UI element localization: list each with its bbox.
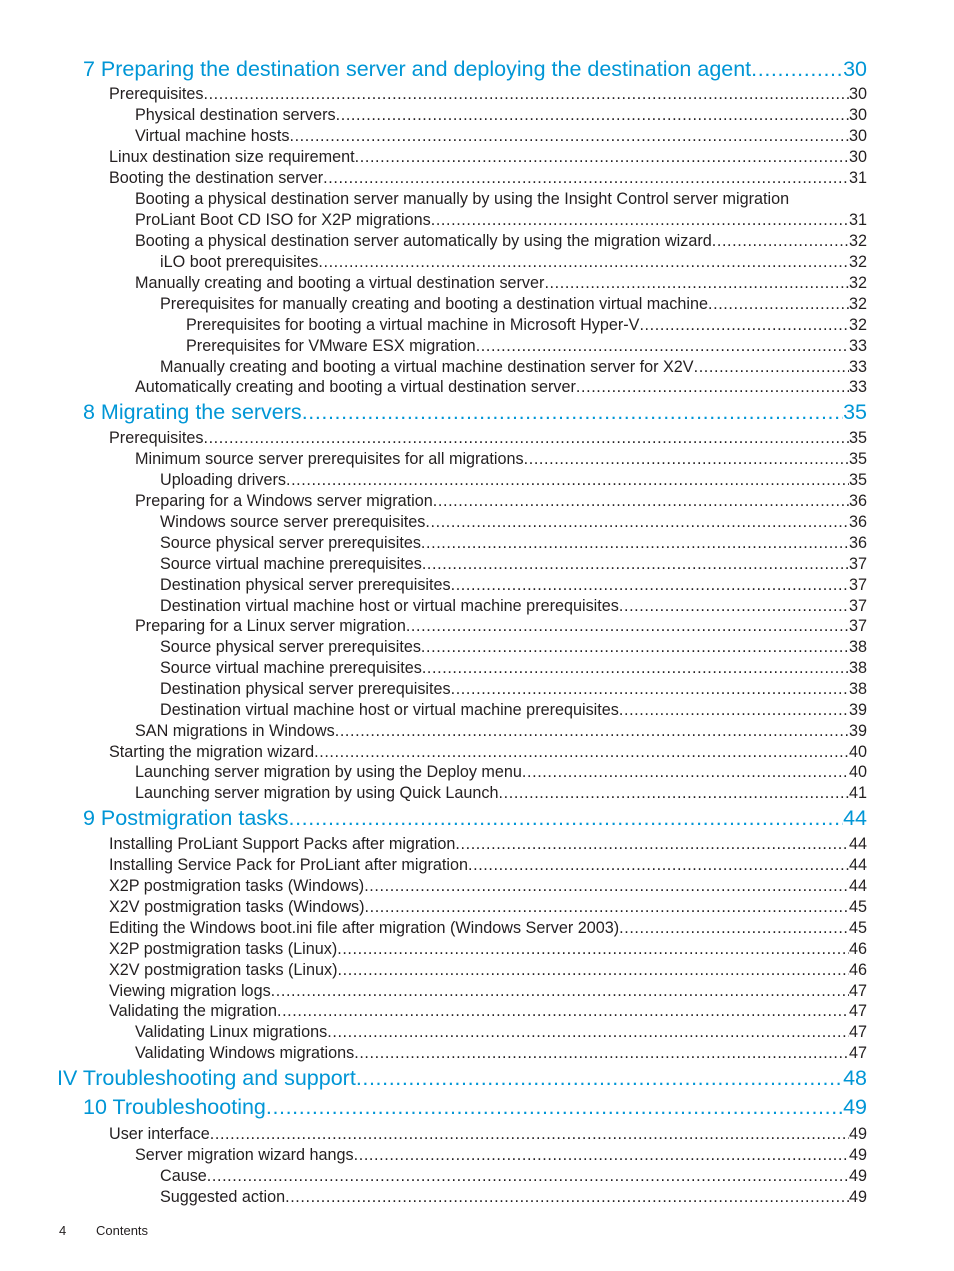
toc-entry-title: Manually creating and booting a virtual destination server xyxy=(135,274,545,292)
toc-entry[interactable] xyxy=(135,105,867,126)
toc-leader-dots xyxy=(422,658,849,679)
toc-entry[interactable] xyxy=(160,470,867,491)
toc-leader-dots xyxy=(476,336,849,357)
toc-entry[interactable] xyxy=(160,1187,867,1208)
toc-page-number: 38 xyxy=(848,638,867,656)
toc-entry-title: 9 Postmigration tasks xyxy=(83,806,289,830)
toc-entry[interactable] xyxy=(186,336,867,357)
toc-entry-title: Manually creating and booting a virtual machine destination server for X2V xyxy=(160,358,694,376)
toc-leader-dots xyxy=(354,1043,849,1064)
toc-entry[interactable] xyxy=(135,762,867,783)
toc-entry-title: iLO boot prerequisites xyxy=(160,253,319,271)
toc-entry-title: Booting a physical destination server automatically by using the migration wizard xyxy=(135,232,712,250)
toc-entry[interactable] xyxy=(160,1166,867,1187)
toc-entry[interactable] xyxy=(160,533,867,554)
toc-page-number: 35 xyxy=(848,429,867,447)
toc-entry-title: Virtual machine hosts xyxy=(135,127,290,145)
toc-entry[interactable] xyxy=(109,876,867,897)
toc-entry[interactable] xyxy=(109,1124,867,1145)
toc-page-number: 35 xyxy=(843,400,867,424)
toc-entry-title: X2V postmigration tasks (Windows) xyxy=(109,898,365,916)
toc-entry-title: Editing the Windows boot.ini file after migration (Windows Server 2003) xyxy=(109,919,620,937)
toc-leader-dots xyxy=(337,939,849,960)
toc-entry-title: Source virtual machine prerequisites xyxy=(160,659,422,677)
toc-entry-title: Source physical server prerequisites xyxy=(160,638,421,656)
toc-page-number: 47 xyxy=(848,1044,867,1062)
toc-page-number: 32 xyxy=(848,232,867,250)
toc-leader-dots xyxy=(694,357,849,378)
toc-page-number: 39 xyxy=(848,722,867,740)
toc-entry[interactable] xyxy=(135,210,867,231)
toc-page-number: 44 xyxy=(848,856,867,874)
toc-page-number: 33 xyxy=(848,378,867,396)
toc-entry-title: Validating the migration xyxy=(109,1002,277,1020)
toc-page-number: 32 xyxy=(848,274,867,292)
toc-entry[interactable] xyxy=(135,273,867,294)
toc-entry[interactable] xyxy=(135,189,867,210)
toc-leader-dots xyxy=(356,1064,843,1092)
toc-entry-title: Prerequisites xyxy=(109,429,204,447)
toc-entry-title: Server migration wizard hangs xyxy=(135,1146,354,1164)
toc-page-number: 37 xyxy=(848,617,867,635)
toc-entry-title: Validating Windows migrations xyxy=(135,1044,355,1062)
toc-leader-dots xyxy=(336,105,849,126)
toc-leader-dots xyxy=(355,147,849,168)
toc-chapter-entry[interactable] xyxy=(83,1093,867,1121)
toc-entry[interactable] xyxy=(160,357,867,378)
toc-page-number: 47 xyxy=(848,1002,867,1020)
toc-entry[interactable] xyxy=(186,315,867,336)
toc-page-number: 36 xyxy=(848,534,867,552)
toc-entry[interactable] xyxy=(160,596,867,617)
toc-entry-title: Destination physical server prerequisites xyxy=(160,576,451,594)
toc-leader-dots xyxy=(499,783,849,804)
toc-entry-title: Prerequisites for VMware ESX migration xyxy=(186,337,476,355)
toc-entry-title: Minimum source server prerequisites for all migrations xyxy=(135,450,524,468)
toc-leader-dots xyxy=(289,126,849,147)
toc-entry[interactable] xyxy=(135,377,867,398)
toc-page-number: 38 xyxy=(848,680,867,698)
toc-entry[interactable] xyxy=(109,918,867,939)
toc-chapter-entry[interactable] xyxy=(83,804,867,832)
toc-page-number: 49 xyxy=(848,1146,867,1164)
toc-entry-title: Destination physical server prerequisites xyxy=(160,680,451,698)
toc-entry[interactable] xyxy=(135,783,867,804)
toc-leader-dots xyxy=(364,876,849,897)
toc-entry-title: SAN migrations in Windows xyxy=(135,722,335,740)
toc-page-number: 40 xyxy=(848,743,867,761)
toc-leader-dots xyxy=(285,1187,849,1208)
toc-page-number: 49 xyxy=(848,1167,867,1185)
toc-entry-title: 8 Migrating the servers xyxy=(83,400,302,424)
toc-leader-dots xyxy=(455,834,849,855)
toc-leader-dots xyxy=(639,315,849,336)
toc-leader-dots xyxy=(619,596,849,617)
toc-entry[interactable] xyxy=(135,721,867,742)
toc-leader-dots xyxy=(271,981,849,1002)
toc-entry[interactable] xyxy=(160,679,867,700)
toc-page-number: 45 xyxy=(848,898,867,916)
toc-entry[interactable] xyxy=(109,168,867,189)
toc-entry-title: Prerequisites for booting a virtual machine in Microsoft Hyper-V xyxy=(186,316,640,334)
toc-page-number: 41 xyxy=(848,784,867,802)
toc-page-number: 31 xyxy=(848,169,867,187)
toc-entry[interactable] xyxy=(109,84,867,105)
toc-entry[interactable] xyxy=(160,658,867,679)
toc-entry[interactable] xyxy=(135,1145,867,1166)
toc-leader-dots xyxy=(289,804,844,832)
toc-entry-title: Source physical server prerequisites xyxy=(160,534,421,552)
toc-entry[interactable] xyxy=(160,512,867,533)
toc-entry[interactable] xyxy=(109,897,867,918)
toc-leader-dots xyxy=(751,55,843,83)
toc-leader-dots xyxy=(314,742,849,763)
toc-entry[interactable] xyxy=(135,1043,867,1064)
toc-page-number: 32 xyxy=(848,316,867,334)
toc-entry-title: X2P postmigration tasks (Windows) xyxy=(109,877,365,895)
toc-page-number: 39 xyxy=(848,701,867,719)
toc-leader-dots xyxy=(207,1166,849,1187)
toc-page-number: 40 xyxy=(848,763,867,781)
toc-leader-dots xyxy=(425,512,849,533)
footer-page-number: 4 xyxy=(59,1223,67,1238)
toc-entry[interactable] xyxy=(109,981,867,1002)
toc-page-number: 49 xyxy=(848,1125,867,1143)
toc-entry-title: Preparing for a Windows server migration xyxy=(135,492,433,510)
toc-page-number: 47 xyxy=(848,982,867,1000)
toc-leader-dots xyxy=(619,918,849,939)
toc-entry-title: 7 Preparing the destination server and deploying the destination agent xyxy=(83,57,752,81)
toc-page-number: 30 xyxy=(848,148,867,166)
toc-entry-title: X2V postmigration tasks (Linux) xyxy=(109,961,338,979)
toc-leader-dots xyxy=(302,398,843,426)
toc-entry-title: Launching server migration by using Quick Launch xyxy=(135,784,499,802)
toc-entry-title: Installing Service Pack for ProLiant after migration xyxy=(109,856,468,874)
toc-page-number: 45 xyxy=(848,919,867,937)
toc-entry[interactable] xyxy=(135,449,867,470)
toc-page-number: 37 xyxy=(848,597,867,615)
toc-entry-title: Installing ProLiant Support Packs after migration xyxy=(109,835,456,853)
toc-page-number: 46 xyxy=(848,940,867,958)
toc-page-number: 44 xyxy=(848,877,867,895)
toc-page-number: 31 xyxy=(848,211,867,229)
toc-entry-title: User interface xyxy=(109,1125,210,1143)
toc-page-number: 49 xyxy=(848,1188,867,1206)
toc-leader-dots xyxy=(522,762,849,783)
toc-leader-dots xyxy=(406,616,849,637)
toc-leader-dots xyxy=(431,210,849,231)
toc-leader-dots xyxy=(421,637,849,658)
toc-leader-dots xyxy=(365,897,849,918)
toc-page-number: 32 xyxy=(848,253,867,271)
toc-entry[interactable] xyxy=(160,252,867,273)
toc-entry[interactable] xyxy=(109,428,867,449)
toc-entry-title: Windows source server prerequisites xyxy=(160,513,426,531)
toc-entry-title: Prerequisites xyxy=(109,85,204,103)
toc-page-number: 35 xyxy=(848,471,867,489)
toc-chapter-entry[interactable] xyxy=(83,55,867,83)
toc-entry-title: 10 Troubleshooting xyxy=(83,1095,266,1119)
toc-entry[interactable] xyxy=(109,834,867,855)
toc-entry[interactable] xyxy=(109,855,867,876)
toc-entry-title: Source virtual machine prerequisites xyxy=(160,555,422,573)
toc-entry[interactable] xyxy=(135,231,867,252)
toc-leader-dots xyxy=(354,1145,849,1166)
toc-leader-dots xyxy=(451,679,849,700)
toc-entry[interactable] xyxy=(109,1001,867,1022)
toc-leader-dots xyxy=(338,960,849,981)
toc-entry[interactable] xyxy=(135,491,867,512)
toc-page-number: 35 xyxy=(848,450,867,468)
toc-leader-dots xyxy=(524,449,849,470)
toc-page-number: 30 xyxy=(843,57,867,81)
toc-entry-title: Launching server migration by using the Deploy menu xyxy=(135,763,522,781)
toc-leader-dots xyxy=(335,721,849,742)
toc-entry[interactable] xyxy=(135,616,867,637)
toc-leader-dots xyxy=(421,533,849,554)
footer-section-label: Contents xyxy=(96,1223,149,1238)
toc-page-number: 33 xyxy=(848,358,867,376)
toc-entry[interactable] xyxy=(135,1022,867,1043)
toc-entry[interactable] xyxy=(109,147,867,168)
toc-leader-dots xyxy=(277,1001,849,1022)
toc-entry-title: Starting the migration wizard xyxy=(109,743,315,761)
toc-page-number: 48 xyxy=(843,1066,867,1090)
toc-entry[interactable] xyxy=(160,294,867,315)
toc-page-number: 37 xyxy=(848,555,867,573)
toc-entry[interactable] xyxy=(135,126,867,147)
toc-page-number: 30 xyxy=(848,127,867,145)
toc-entry[interactable] xyxy=(109,939,867,960)
toc-leader-dots xyxy=(619,700,849,721)
toc-page-number: 38 xyxy=(848,659,867,677)
toc-entry[interactable] xyxy=(160,700,867,721)
toc-entry-title: Booting the destination server xyxy=(109,169,324,187)
toc-leader-dots xyxy=(708,294,849,315)
toc-entry-title: IV Troubleshooting and support xyxy=(57,1066,356,1090)
toc-entry-title: Destination virtual machine host or virtual machine prerequisites xyxy=(160,597,619,615)
toc-entry-title: Uploading drivers xyxy=(160,471,286,489)
toc-leader-dots xyxy=(712,231,849,252)
toc-leader-dots xyxy=(318,252,849,273)
toc-page-number: 46 xyxy=(848,961,867,979)
toc-entry-title: Suggested action xyxy=(160,1188,286,1206)
toc-leader-dots xyxy=(433,491,849,512)
toc-page-number: 49 xyxy=(843,1095,867,1119)
toc-chapter-entry[interactable] xyxy=(83,398,867,426)
toc-entry[interactable] xyxy=(109,960,867,981)
toc-page-number: 36 xyxy=(848,492,867,510)
toc-leader-dots xyxy=(544,273,849,294)
toc-entry-title: Viewing migration logs xyxy=(109,982,271,1000)
toc-entry-title: Booting a physical destination server manually by using the Insight Control server migration xyxy=(135,190,790,208)
toc-entry-title: Preparing for a Linux server migration xyxy=(135,617,406,635)
toc-entry-title: X2P postmigration tasks (Linux) xyxy=(109,940,338,958)
toc-entry[interactable] xyxy=(160,554,867,575)
toc-part-entry[interactable] xyxy=(57,1064,867,1092)
toc-entry[interactable] xyxy=(109,742,867,763)
toc-leader-dots xyxy=(210,1124,849,1145)
toc-page-number: 33 xyxy=(848,337,867,355)
toc-entry-title: Automatically creating and booting a virtual destination server xyxy=(135,378,576,396)
toc-page-number: 37 xyxy=(848,576,867,594)
toc-entry-title: Validating Linux migrations xyxy=(135,1023,328,1041)
toc-page-number: 30 xyxy=(848,106,867,124)
toc-page-number: 44 xyxy=(848,835,867,853)
toc-entry-title: Prerequisites for manually creating and booting a destination virtual machine xyxy=(160,295,708,313)
toc-entry-title: Cause xyxy=(160,1167,207,1185)
toc-leader-dots xyxy=(468,855,849,876)
toc-leader-dots xyxy=(203,428,849,449)
toc-leader-dots xyxy=(451,575,849,596)
toc-entry-title: Physical destination servers xyxy=(135,106,336,124)
toc-page-number: 47 xyxy=(848,1023,867,1041)
toc-leader-dots xyxy=(576,377,849,398)
toc-leader-dots xyxy=(286,470,849,491)
toc-leader-dots xyxy=(422,554,849,575)
toc-leader-dots xyxy=(327,1022,849,1043)
toc-entry-title: Linux destination size requirement xyxy=(109,148,355,166)
toc-page-number: 44 xyxy=(843,806,867,830)
toc-page-number: 36 xyxy=(848,513,867,531)
toc-leader-dots xyxy=(203,84,849,105)
toc-page-number: 30 xyxy=(848,85,867,103)
toc-leader-dots xyxy=(323,168,849,189)
toc-entry-title: ProLiant Boot CD ISO for X2P migrations xyxy=(135,211,431,229)
toc-entry-title: Destination virtual machine host or virtual machine prerequisites xyxy=(160,701,619,719)
toc-entry[interactable] xyxy=(160,575,867,596)
toc-leader-dots xyxy=(266,1093,843,1121)
toc-page-number: 32 xyxy=(848,295,867,313)
toc-entry[interactable] xyxy=(160,637,867,658)
